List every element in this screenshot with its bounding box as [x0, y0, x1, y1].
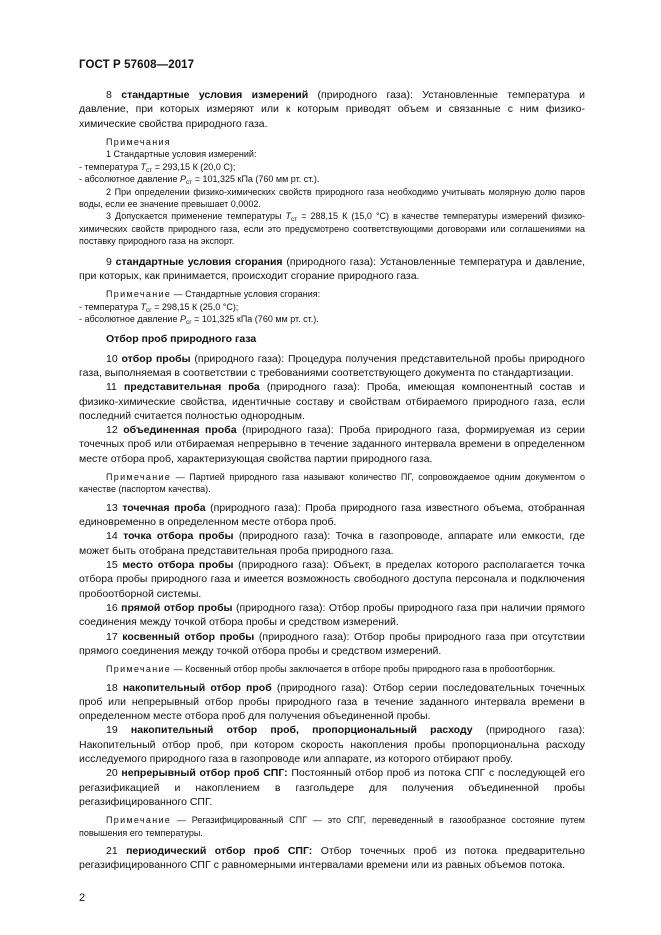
- term-definition: (природного газа): Точка в газопроводе, аппарате или емкости, где может быть отобрана представительная проба природного газа.: [79, 530, 585, 557]
- page-number: 2: [79, 892, 86, 904]
- subscript: ст: [290, 216, 298, 224]
- note-20: [79, 814, 585, 839]
- term-16: [79, 601, 585, 630]
- document-header: ГОСТ Р 57608—2017: [79, 59, 195, 71]
- term-10: [79, 352, 585, 381]
- note-label: Примечание: [106, 472, 172, 483]
- term-definition: (природного газа): Установленные температура и давление, при которых, как принимается, происходит сгорание природного газа.: [79, 255, 585, 282]
- term-9: [79, 255, 585, 284]
- section-heading: Отбор проб природного газа: [106, 333, 257, 346]
- term-title: стандартные условия сгорания: [115, 255, 283, 268]
- term-definition: (природного газа): Проба природного газа известного объема, отобранная единовременно в определенном месте отбора проб.: [79, 501, 585, 529]
- symbol: T: [285, 211, 291, 222]
- term-number: 11: [106, 381, 124, 394]
- note-text: = 298,15 К (25,0 °С);: [151, 301, 239, 312]
- note-text: — Регазифицированный СПГ — это СПГ, переведенный в газообразное состояние путем повышения его температуры.: [79, 815, 585, 838]
- term-title: накопительный отбор проб, пропорциональный расходу: [130, 724, 473, 737]
- subscript: ст: [185, 179, 193, 187]
- note-text: — Стандартные условия сгорания:: [171, 289, 321, 300]
- term-17: [79, 630, 585, 659]
- term-definition: (природного газа): Отбор пробы природного газа при отсутствии прямого соединения между точкой отбора пробы и средством измерений.: [79, 630, 585, 657]
- term-19: [79, 723, 585, 766]
- note-label: Примечание: [106, 664, 172, 675]
- term-number: 14: [106, 530, 124, 543]
- term-title: прямой отбор пробы: [121, 601, 233, 614]
- term-8: [79, 88, 585, 131]
- note-2: 2 При определении физико-химических свойств природного газа необходимо учитывать молярную долю паров воды, если ее значение превышает 0,0002.: [79, 186, 585, 209]
- symbol: P: [179, 174, 186, 185]
- term-title: накопительный отбор проб: [122, 681, 272, 694]
- term-definition: (природного газа): Установленные температура и давление, при которых измеряют или к которым приводят объем и связанные с ним физико-химические свойства природного газа.: [79, 89, 586, 130]
- term-13: [79, 501, 585, 530]
- note-text: = 101,325 кПа (760 мм рт. ст.).: [192, 174, 320, 185]
- term-title: косвенный отбор пробы: [122, 630, 255, 643]
- term-number: 19: [106, 724, 131, 737]
- term-15: [79, 558, 585, 601]
- subscript: ст: [146, 166, 153, 174]
- term-21: [79, 844, 585, 873]
- term-11: [79, 380, 585, 423]
- term-title: объединенная проба: [123, 424, 237, 437]
- note-1: 1 Стандартные условия измерений:: [106, 149, 257, 160]
- note-17: [79, 663, 585, 675]
- term-number: 21: [106, 845, 127, 857]
- symbol: T: [140, 301, 147, 312]
- note-text: — Партией природного газа называют количество ПГ, сопровождаемое одним документом о качестве (паспортом качества).: [79, 472, 585, 495]
- note-1-pressure: [79, 173, 585, 185]
- notes-heading: Примечания: [106, 136, 171, 147]
- note-9-temperature: [79, 301, 585, 313]
- term-title: точка отбора пробы: [123, 530, 234, 543]
- term-number: 12: [106, 424, 124, 437]
- term-number: 9: [106, 255, 116, 268]
- note-1-temperature: [79, 161, 585, 173]
- term-number: 17: [106, 630, 123, 643]
- term-number: 10: [106, 352, 122, 365]
- term-title: отбор пробы: [121, 352, 191, 365]
- term-definition: (природного газа): Отбор серии последовательных точечных проб или непрерывный отбор пробы природного газа в течение заданного интервала времени в определенном месте отбора проб для получения объединенной пробы.: [79, 681, 585, 723]
- note-text: - температура: [79, 161, 141, 172]
- term-title: стандартные условия измерений: [121, 89, 309, 101]
- term-number: 15: [106, 559, 123, 572]
- term-number: 16: [106, 601, 122, 614]
- term-title: место отбора пробы: [122, 559, 234, 572]
- subscript: сг: [185, 318, 192, 326]
- note-3: [79, 210, 585, 247]
- term-definition: (природного газа): Отбор пробы природного газа при наличии прямого соединения между точкой отбора пробы и средством измерений.: [79, 601, 585, 629]
- subscript: сг: [146, 306, 152, 314]
- term-definition: (природного газа): Процедура получения представительной пробы природного газа, выполняемая в соответствии с требованиями соответствующего документа по стандартизации.: [79, 352, 585, 379]
- term-title: представительная проба: [123, 381, 260, 394]
- note-label: Примечание: [106, 289, 172, 300]
- note-text: = 288,15 К (15,0 °С) в качестве температуры измерений физико-химических свойств природного газа, если это предусмотрено соответствующими договорами или соглашениями на поставку природного газа на экспорт.: [79, 211, 585, 247]
- symbol: T: [140, 161, 147, 172]
- note-text: — Косвенный отбор пробы заключается в отборе пробы природного газа в пробоотборник.: [171, 664, 556, 675]
- term-title: непрерывный отбор проб СПГ:: [121, 767, 288, 780]
- symbol: P: [179, 313, 186, 324]
- note-12: [79, 471, 585, 496]
- note-9-pressure: [79, 313, 585, 325]
- term-20: [79, 766, 585, 809]
- term-number: 18: [106, 681, 123, 694]
- note-text: - температура: [79, 301, 141, 312]
- term-definition: Отбор точечных проб из потока предварительно регазифицированного СПГ с равномерными интервалами времени или из равных объемов потока.: [79, 845, 585, 872]
- note-text: - абсолютное давление: [79, 313, 180, 324]
- note-label: Примечание: [106, 815, 172, 826]
- term-18: [79, 681, 585, 724]
- term-14: [79, 529, 585, 558]
- term-12: [79, 423, 585, 466]
- term-number: 8: [106, 89, 122, 101]
- document-body: [79, 88, 585, 873]
- term-title: периодический отбор проб СПГ:: [126, 845, 313, 857]
- term-definition: (природного газа): Проба, имеющая компонентный состав и физико-химические свойства, идентичные составу и свойствам отбираемого природного газа, если последний считается полностью однородным.: [79, 381, 585, 422]
- term-definition: (природного газа): Проба природного газа, формируемая из серии точечных проб или отбираемая непрерывно в течение заданного интервала времени в определенном месте отбора проб, характеризующая свойства партии природного газа.: [79, 424, 586, 465]
- note-9: [79, 288, 585, 300]
- note-text: 3 Допускается применение температуры: [106, 211, 286, 222]
- term-definition: (природного газа): Объект, в пределах которого располагается точка отбора пробы природного газа и имеется возможность свободного доступа персонала и подключения пробоотборной системы.: [79, 559, 585, 600]
- note-text: - абсолютное давление: [79, 174, 180, 185]
- term-title: точечная проба: [122, 501, 206, 514]
- term-definition: (природного газа): Накопительный отбор проб, при котором скорость накопления пробы пропорциональна расходу исследуемого природного газа в газопроводе или аппарате, из которого отбирают пробу.: [79, 724, 585, 765]
- term-number: 13: [106, 501, 123, 514]
- note-text: = 101,325 кПа (760 мм рт. ст.).: [191, 313, 319, 324]
- term-definition: Постоянный отбор проб из потока СПГ с последующей его регазификацией и накоплением в газгольдере для получения объединенной пробы регазифицированного СПГ.: [79, 767, 585, 808]
- term-number: 20: [106, 767, 122, 780]
- note-text: = 293,15 К (20,0 С);: [152, 161, 236, 172]
